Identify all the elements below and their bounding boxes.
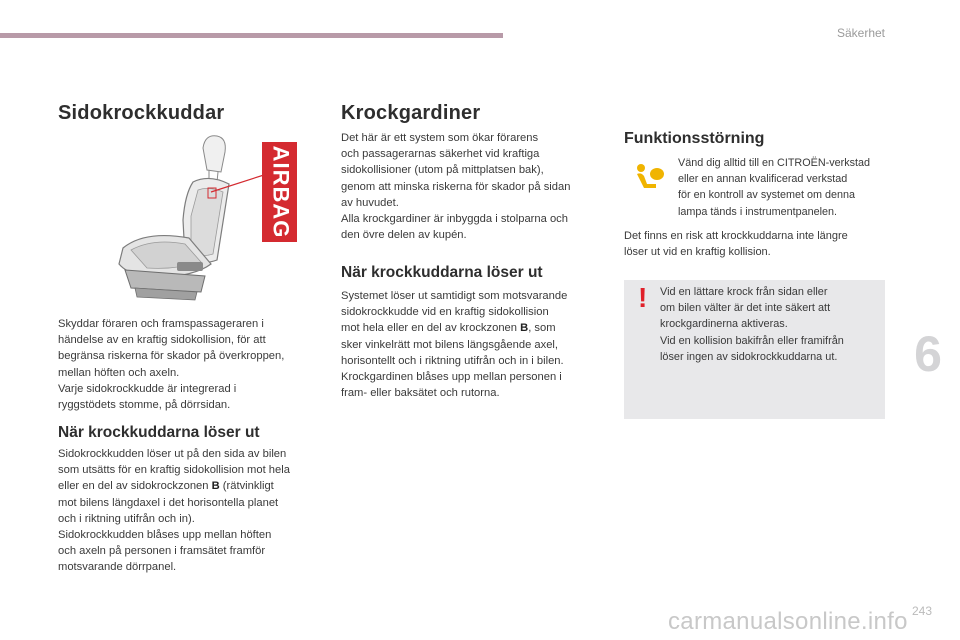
- text-line: sidokrockkudde vid en kraftig sidokollision: [341, 306, 549, 319]
- text-line: [58, 478, 328, 494]
- text-line: krockgardinerna aktiveras.: [660, 318, 788, 331]
- text-line: sidokollisioner (utom på mittplatsen bak),: [341, 164, 544, 177]
- malfunction-title: Funktionsstörning: [624, 130, 765, 147]
- text-line: fram- eller baksätet och rutorna.: [341, 387, 500, 400]
- text-line: mot bilens längdaxel i det horisontella planet: [58, 496, 279, 509]
- text-line: Systemet löser ut samtidigt som motsvarande: [341, 290, 568, 302]
- text-line: Sidokrockkudden blåses upp mellan höften: [58, 529, 272, 542]
- text-line: Varje sidokrockkudde är integrerad i: [58, 382, 237, 395]
- text-line: Alla krockgardiner är inbyggda i stolparna och: [341, 213, 568, 226]
- text-line: och i riktning utifrån och in).: [58, 512, 195, 525]
- text-line: löser ingen av sidokrockkuddarna ut.: [660, 350, 838, 363]
- text-fragment: eller en del av sidokrockzonen: [58, 480, 212, 493]
- airbag-warning-lamp-icon: [632, 162, 666, 192]
- airbag-label: AIRBAG: [268, 145, 294, 239]
- text-line: eller en annan kvalificerad verkstad: [678, 173, 848, 186]
- side-airbags-description: [58, 316, 328, 413]
- curtain-airbags-deploy-title: När krockkuddarna löser ut: [341, 264, 543, 281]
- page-number: 243: [912, 604, 933, 618]
- text-line: begränsa riskerna för skador på överkroppen,: [58, 350, 285, 363]
- text-line: Sidokrockkudden löser ut på den sida av bilen: [58, 448, 287, 460]
- watermark: carmanualsonline.info: [668, 608, 908, 635]
- text-fragment: , som: [528, 322, 556, 335]
- warning-box: [624, 280, 885, 419]
- malfunction-icon-text: [678, 155, 893, 220]
- text-line: den övre delen av kupén.: [341, 229, 467, 242]
- curtain-airbags-deploy-text: [341, 288, 603, 401]
- section-title: Säkerhet: [836, 26, 885, 40]
- text-line: Det här är ett system som ökar förarens: [341, 132, 539, 144]
- text-line: händelse av en kraftig sidokollision, för att: [58, 334, 266, 347]
- text-line: lampa tänds i instrumentpanelen.: [678, 205, 838, 218]
- text-line: och passagerarnas säkerhet vid kraftiga: [341, 148, 540, 161]
- text-line: Krockgardinen blåses upp mellan personen i: [341, 371, 562, 384]
- text-line: [341, 320, 603, 336]
- text-line: sker vinkelrätt mot bilens längsgående axel,: [341, 338, 559, 351]
- side-airbags-title: Sidokrockkuddar: [58, 102, 225, 124]
- curtain-airbags-description: [341, 130, 603, 243]
- text-line: av huvudet.: [341, 196, 399, 209]
- side-airbags-deploy-title: När krockkuddarna löser ut: [58, 424, 260, 441]
- text-line: Vid en kollision bakifrån eller framifrån: [660, 334, 844, 347]
- text-line: mellan höften och axeln.: [58, 366, 180, 379]
- text-line: Vänd dig alltid till en CITROËN-verkstad: [678, 157, 871, 169]
- malfunction-risk-text: [624, 228, 889, 260]
- side-airbags-deploy-text: [58, 446, 328, 576]
- text-line: ryggstödets stomme, på dörrsidan.: [58, 399, 231, 412]
- text-fragment: mot hela eller en del av krockzonen: [341, 322, 521, 335]
- zone-label: B: [211, 480, 220, 493]
- exclamation-icon: !: [638, 282, 648, 313]
- text-line: och axeln på personen i framsätet framför: [58, 545, 266, 558]
- text-line: om bilen välter är det inte säkert att: [660, 302, 831, 315]
- text-line: genom att minska riskerna för skador på sidan: [341, 180, 571, 193]
- text-line: som utsätts för en kraftig sidokollision mot hela: [58, 464, 290, 477]
- zone-label: B: [520, 322, 529, 335]
- chapter-number: 6: [914, 326, 942, 382]
- text-line: Skyddar föraren och framspassageraren i: [58, 318, 264, 330]
- text-line: löser ut vid en kraftig kollision.: [624, 246, 771, 259]
- warning-text: [660, 284, 882, 365]
- text-line: för en kontroll av systemet om denna: [678, 189, 856, 202]
- curtain-airbags-title: Krockgardiner: [341, 102, 481, 124]
- text-line: horisontellt och i riktning utifrån och in i bilen.: [341, 354, 564, 367]
- text-line: Vid en lättare krock från sidan eller: [660, 286, 828, 298]
- text-fragment: (rätvinkligt: [219, 480, 274, 493]
- top-accent-bar: [0, 33, 503, 38]
- seat-airbag-illustration: [105, 130, 305, 305]
- text-line: motsvarande dörrpanel.: [58, 561, 177, 574]
- text-line: Det finns en risk att krockkuddarna inte längre: [624, 230, 848, 242]
